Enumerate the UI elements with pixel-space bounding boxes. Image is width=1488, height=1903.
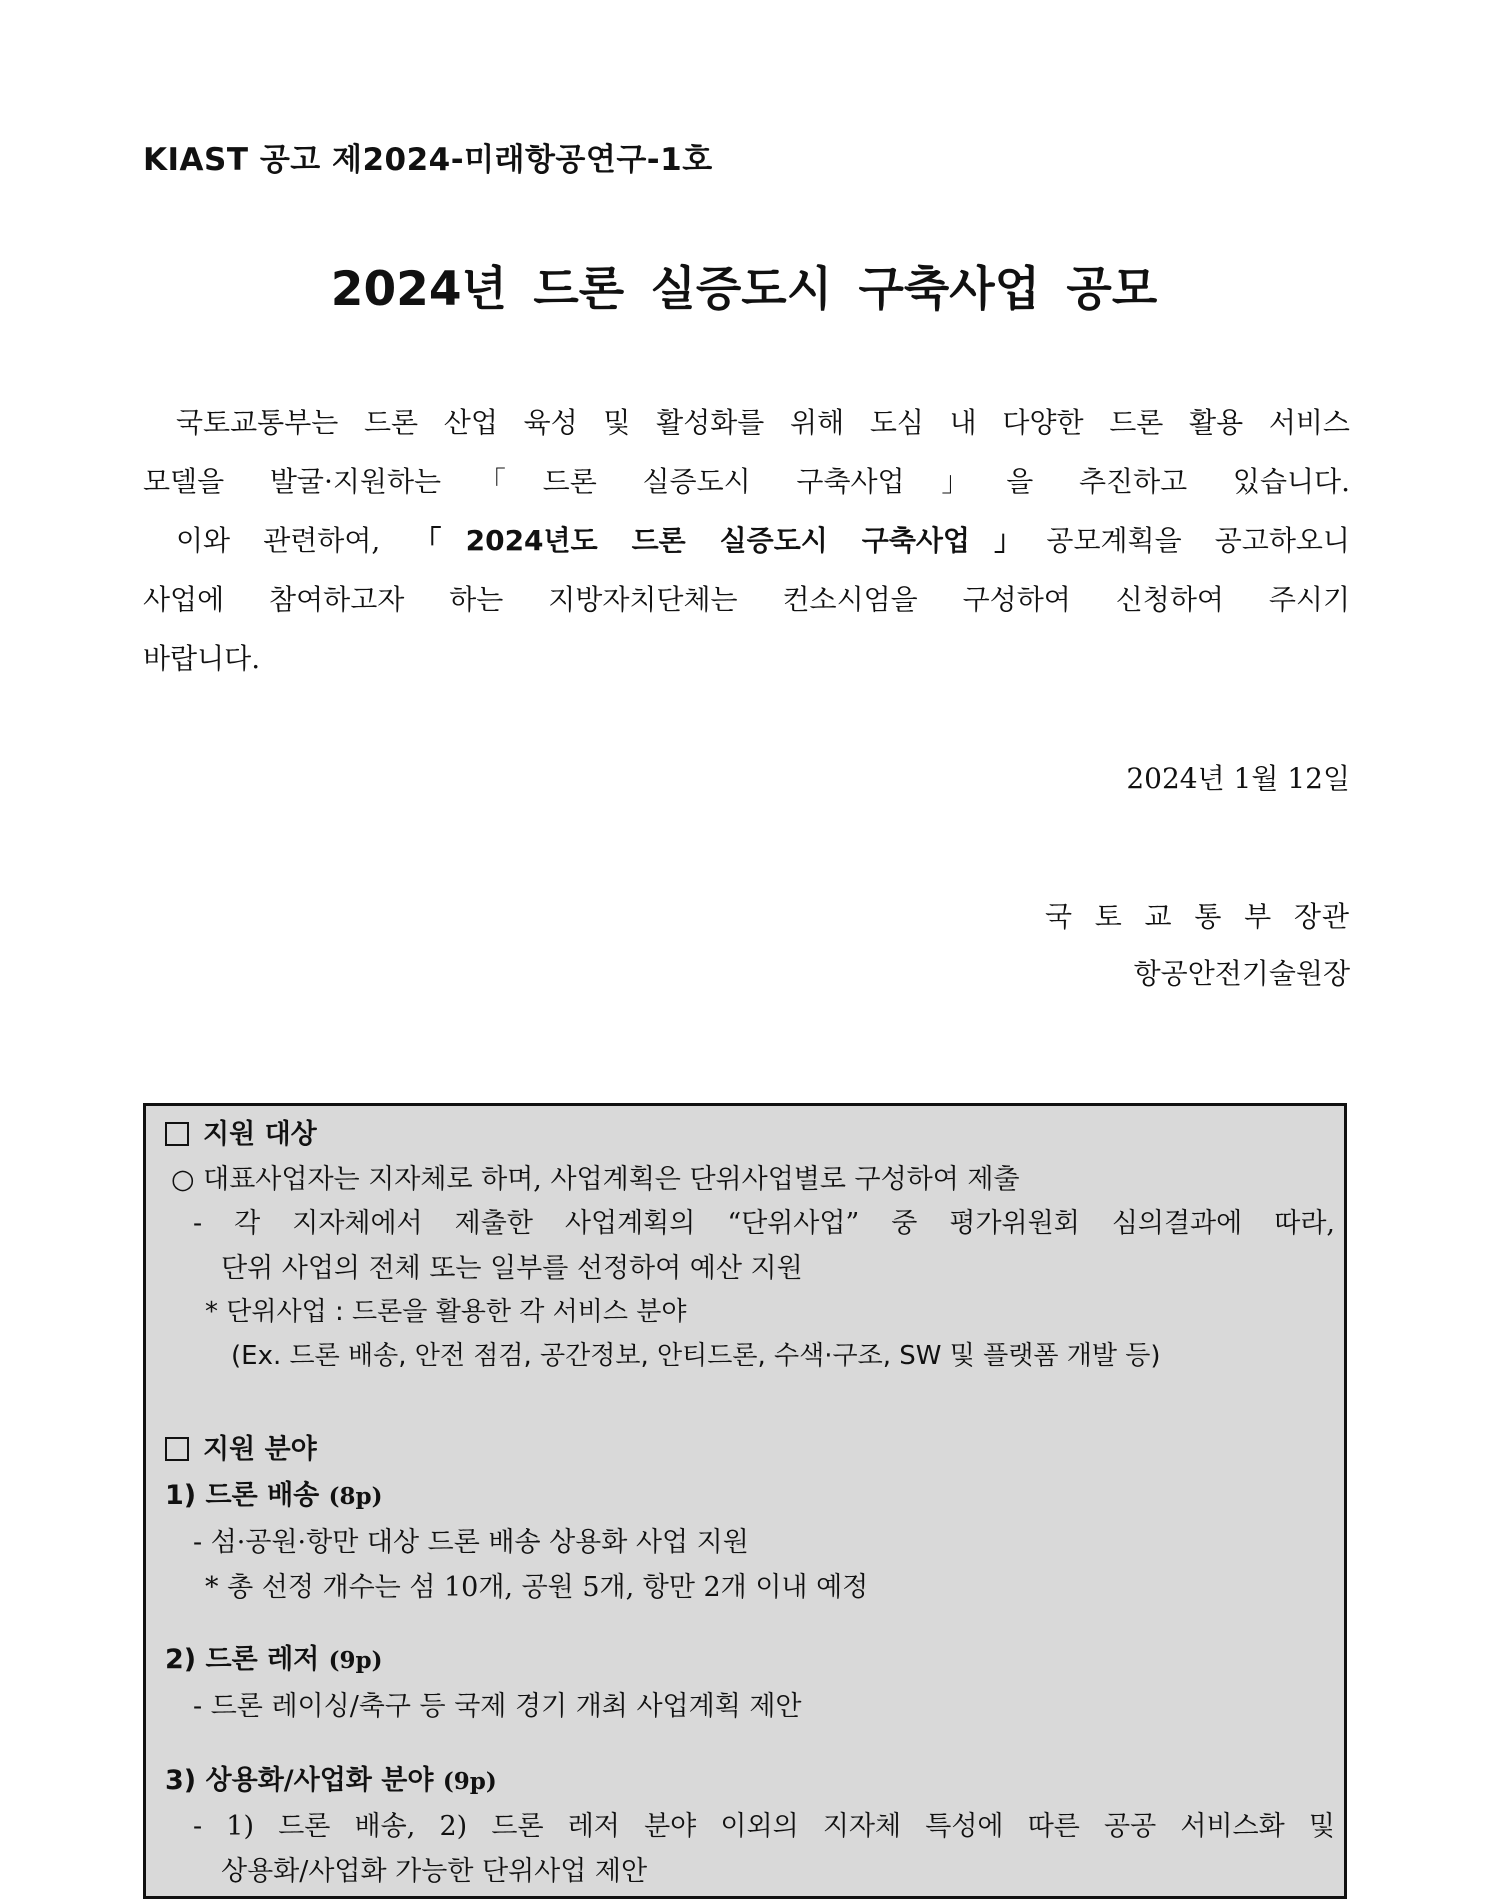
intro-paragraph-1 (143, 393, 1350, 511)
signature-block (1045, 895, 1350, 935)
signature-agency: 항공안전기술원장 (1133, 957, 1350, 990)
support-target-note-example: (Ex. 드론 배송, 안전 점검, 공간정보, 안티드론, 수색·구조, SW 및 플랫폼 개발 등) (231, 1341, 1161, 1371)
page-reference: (8p) (328, 1483, 383, 1510)
intro-p1-line2: 모델을 발굴·지원하는「드론 실증도시 구축사업」을 추진하고 있습니다. (143, 465, 1350, 498)
field-item-title: 2) 드론 레저 (9p) (165, 1644, 383, 1675)
support-target-dash: - 각 지자체에서 제출한 사업계획의 “단위사업” 중 평가위원회 심의결과에 따라, (193, 1208, 1335, 1239)
field-item-line-cont: 상용화/사업화 가능한 단위사업 제안 (221, 1856, 648, 1887)
summary-box (143, 1103, 1347, 1899)
support-target-note: * 단위사업 : 드론을 활용한 각 서비스 분야 (205, 1297, 687, 1327)
checkbox-square-icon (165, 1437, 189, 1461)
field-item-line: - 섬·공원·항만 대상 드론 배송 상용화 사업 지원 (193, 1527, 749, 1558)
field-item-line: - 1) 드론 배송, 2) 드론 레저 분야 이외의 지자체 특성에 따른 공공 서비스화 및 (193, 1811, 1335, 1842)
section-heading-support-field: 지원 분야 (165, 1427, 317, 1466)
intro-p2-text-b: 공모계획을 공고하오니 (1046, 524, 1350, 557)
page-reference: (9p) (328, 1647, 383, 1674)
intro-p1-line1: 국토교통부는 드론 산업 육성 및 활성화를 위해 도심 내 다양한 드론 활용 서비스 (176, 406, 1350, 439)
project-name-bold: 「2024년도 드론 실증도시 구축사업」 (413, 524, 1047, 557)
support-target-bullet: ○ 대표사업자는 지자체로 하며, 사업계획은 단위사업별로 구성하여 제출 (171, 1164, 1020, 1195)
field-item-note: * 총 선정 개수는 섬 10개, 공원 5개, 항만 2개 이내 예정 (205, 1572, 869, 1603)
page-reference: (9p) (442, 1768, 497, 1795)
intro-paragraph-2 (143, 511, 1350, 688)
checkbox-square-icon (165, 1122, 189, 1146)
notice-date: 2024년 1월 12일 (1126, 762, 1350, 795)
field-item-line: - 드론 레이싱/축구 등 국제 경기 개최 사업계획 제안 (193, 1691, 802, 1722)
field-item-title: 3) 상용화/사업화 분야 (9p) (165, 1765, 497, 1796)
signature-minister: 국 토 교 통 부 장관 (1045, 900, 1350, 933)
intro-p2-line3: 바랍니다. (143, 642, 261, 675)
support-target-dash-cont: 단위 사업의 전체 또는 일부를 선정하여 예산 지원 (221, 1253, 803, 1284)
section-heading-support-target: 지원 대상 (165, 1112, 317, 1151)
intro-p2-line2: 사업에 참여하고자 하는 지방자치단체는 컨소시엄을 구성하여 신청하여 주시기 (143, 583, 1350, 616)
intro-p2-line1 (143, 511, 1350, 570)
intro-p2-text-a: 이와 관련하여, (176, 524, 414, 557)
document-title: 2024년 드론 실증도시 구축사업 공모 (330, 262, 1158, 317)
notice-number: KIAST 공고 제2024-미래항공연구-1호 (143, 142, 713, 178)
field-item-title: 1) 드론 배송 (8p) (165, 1480, 383, 1511)
